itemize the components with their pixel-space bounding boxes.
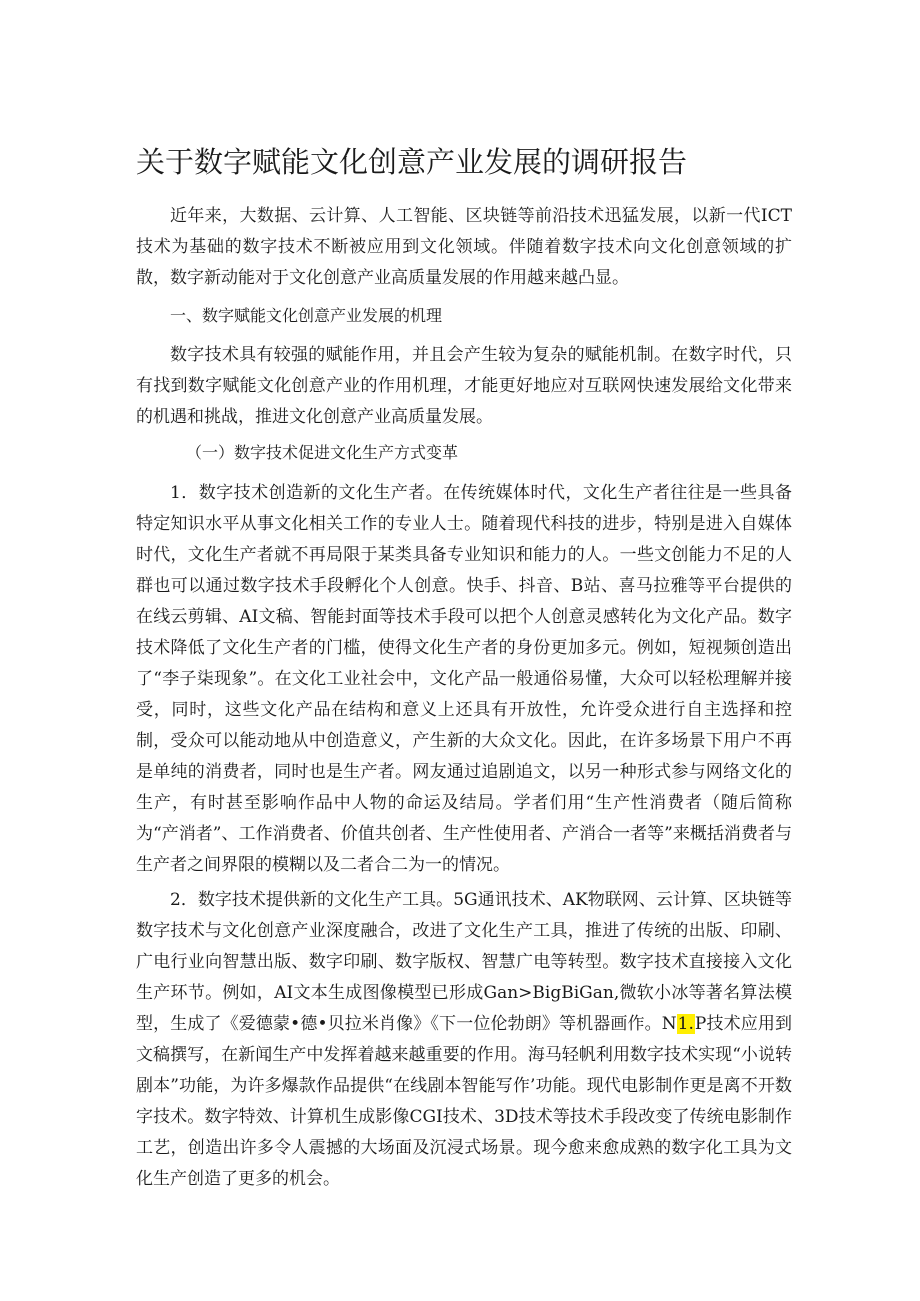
section-1-paragraph: 数字技术具有较强的赋能作用，并且会产生较为复杂的赋能机制。在数字时代，只有找到数字赋能文化创意产业的作用机理，才能更好地应对互联网快速发展给文化带来的机遇和挑战，推进文化创意产业高质量发展。 bbox=[136, 345, 792, 427]
point-1-paragraph: 1．数字技术创造新的文化生产者。在传统媒体时代，文化生产者往往是一些具备特定知识水平从事文化相关工作的专业人士。随着现代科技的进步，特别是进入自媒体时代，文化生产者就不再局限于某类具备专业知识和能力的人。一些文创能力不足的人群也可以通过数字技术手段孵化个人创意。快手、抖音、B站、喜马拉雅等平台提供的在线云剪辑、AI文稿、智能封面等技术手段可以把个人创意灵感转化为文化产品。数字技术降低了文化生产者的门槛，使得文化生产者的身份更加多元。例如，短视频创造出了“李子柒现象”。在文化工业社会中，文化产品一般通俗易懂，大众可以轻松理解并接受，同时，这些文化产品在结构和意义上还具有开放性，允许受众进行自主选择和控制，受众可以能动地从中创造意义，产生新的大众文化。因此，在许多场景下用户不再是单纯的消费者，同时也是生产者。网友通过追剧追文，以另一种形式参与网络文化的生产，有时甚至影响作品中人物的命运及结局。学者们用“生产性消费者（随后简称为“产消者”、工作消费者、价值共创者、生产性使用者、产消合一者等”来概括消费者与生产者之间界限的模糊以及二者合二为一的情况。 bbox=[136, 483, 792, 875]
document-title: 关于数字赋能文化创意产业发展的调研报告 bbox=[136, 145, 688, 179]
point-2-text-end: P技术应用到文稿撰写，在新闻生产中发挥着越来越重要的作用。海马轻帆利用数字技术实现“小说转剧本”功能，为许多爆款作品提供“在线剧本智能写作’功能。现代电影制作更是离不开数字技术。数字特效、计算机生成影像CGI技术、3D技术等技术手段改变了传统电影制作工艺，创造出许多令人震撼的大场面及沉浸式场景。现今愈来愈成熟的数字化工具为文化生产创造了更多的机会。 bbox=[136, 1014, 792, 1189]
point-2-text-start: 2．数字技术提供新的文化生产工具。5G通讯技术、AK物联网、云计算、区块链等数字技术与文化创意产业深度融合，改进了文化生产工具，推进了传统的出版、印刷、广电行业向智慧出版、数字印刷、数字版权、智慧广电等转型。数字技术直接接入文化生产环节。例如，AI文本生成图像模型已形成Gan>BigBiGan,微软小冰等著名算法模型，生成了《爱德蒙•德•贝拉米肖像》《下一位伦勃朗》等机器画作。N bbox=[136, 890, 792, 1034]
highlighted-text: 1. bbox=[677, 1014, 694, 1034]
subsection-heading-1: （一）数字技术促进文化生产方式变革 bbox=[186, 443, 459, 462]
intro-paragraph: 近年来，大数据、云计算、人工智能、区块链等前沿技术迅猛发展，以新一代ICT技术为基础的数字技术不断被应用到文化领域。伴随着数字技术向文化创意领域的扩散，数字新动能对于文化创意产业高质量发展的作用越来越凸显。 bbox=[136, 206, 792, 288]
section-heading-1: 一、数字赋能文化创意产业发展的机理 bbox=[170, 306, 443, 325]
point-2-paragraph bbox=[136, 885, 792, 1195]
